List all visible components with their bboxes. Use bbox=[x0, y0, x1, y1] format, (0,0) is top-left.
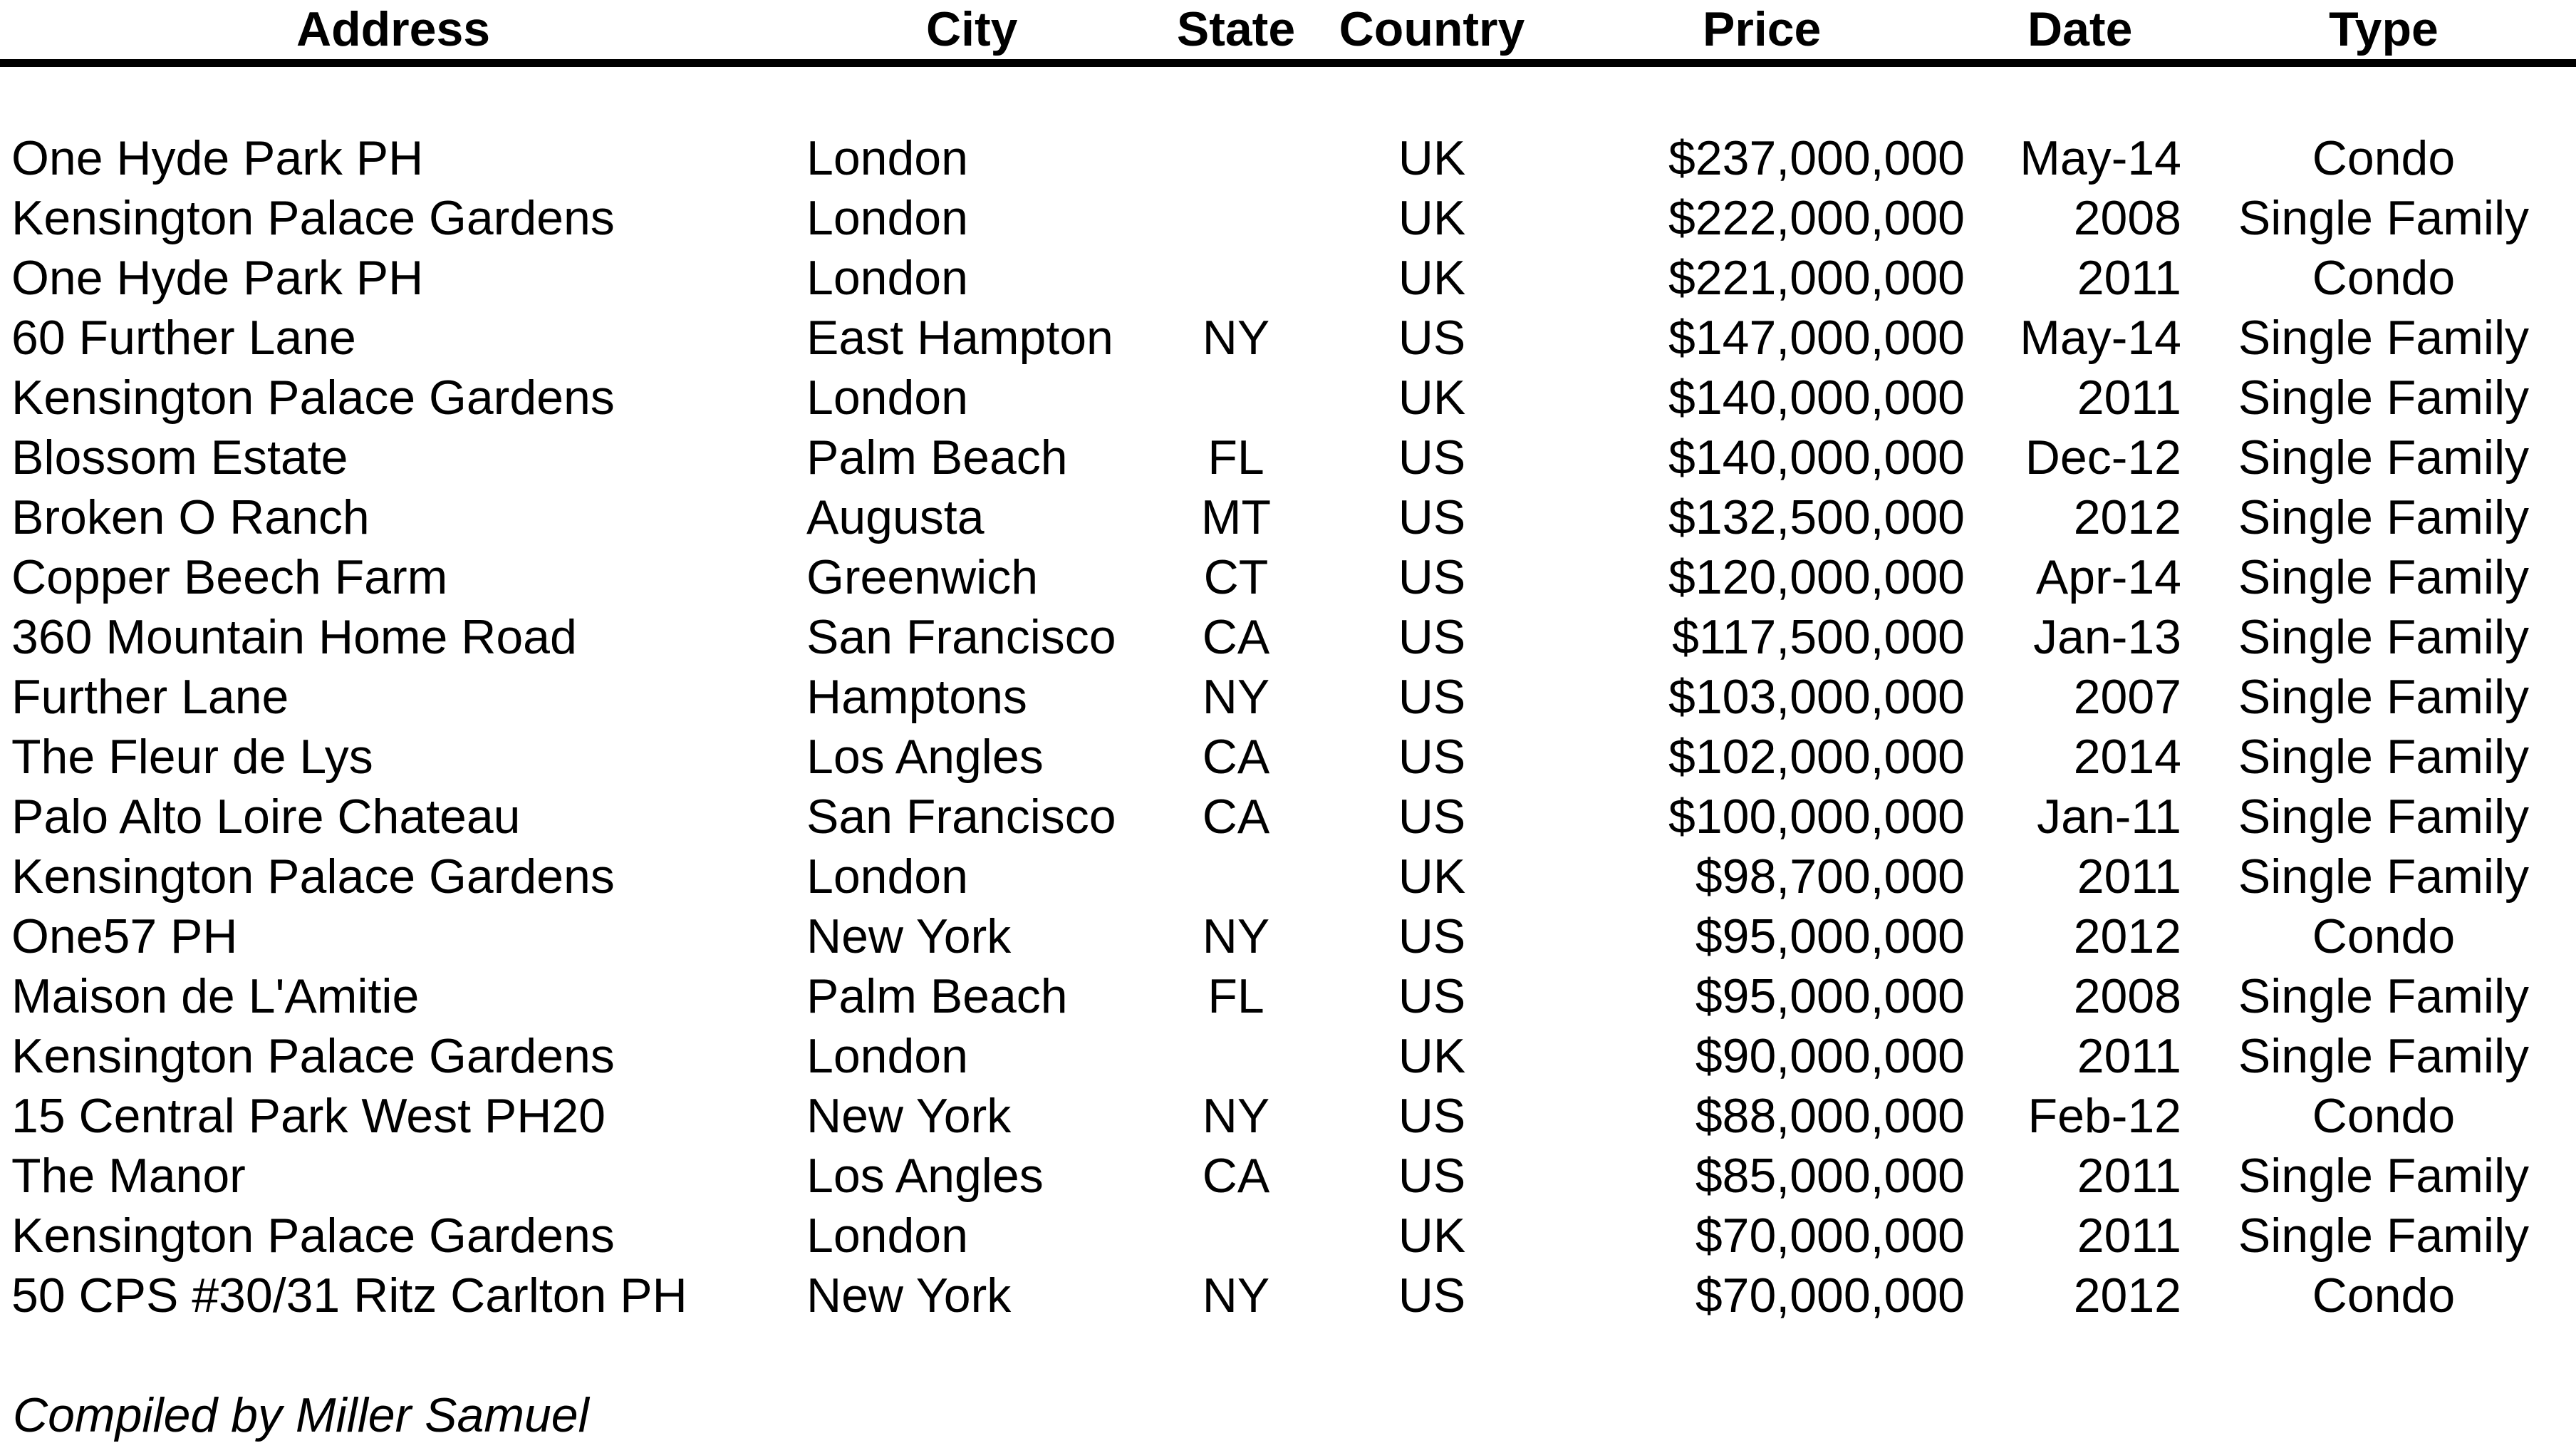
cell-type: Single Family bbox=[2238, 610, 2530, 664]
cell-city: San Francisco bbox=[806, 790, 1116, 844]
cell-type: Single Family bbox=[2238, 670, 2530, 724]
cell-state: CA bbox=[1202, 790, 1270, 844]
table-row bbox=[0, 128, 2576, 188]
cell-country: US bbox=[1398, 1089, 1466, 1143]
cell-state: NY bbox=[1202, 1089, 1270, 1143]
cell-state: CA bbox=[1202, 1149, 1270, 1203]
cell-country: UK bbox=[1398, 1209, 1466, 1263]
cell-price: $237,000,000 bbox=[1668, 131, 1965, 185]
cell-date: May-14 bbox=[2020, 131, 2181, 185]
cell-city: London bbox=[806, 131, 968, 185]
cell-country: UK bbox=[1398, 371, 1466, 425]
cell-date: 2011 bbox=[2077, 1029, 2181, 1083]
cell-country: US bbox=[1398, 969, 1466, 1023]
cell-date: 2011 bbox=[2077, 1149, 2181, 1203]
cell-country: US bbox=[1398, 550, 1466, 604]
table-header-row bbox=[0, 0, 2576, 58]
header-state: State bbox=[1176, 2, 1296, 56]
cell-country: UK bbox=[1398, 1029, 1466, 1083]
cell-address: 50 CPS #30/31 Ritz Carlton PH bbox=[11, 1268, 687, 1323]
cell-country: US bbox=[1398, 670, 1466, 724]
cell-type: Single Family bbox=[2238, 371, 2530, 425]
cell-state: NY bbox=[1202, 670, 1270, 724]
table-row bbox=[0, 966, 2576, 1026]
cell-price: $222,000,000 bbox=[1668, 191, 1965, 245]
cell-address: Broken O Ranch bbox=[11, 490, 370, 544]
cell-date: 2011 bbox=[2077, 1209, 2181, 1263]
cell-country: US bbox=[1398, 730, 1466, 784]
cell-city: Hamptons bbox=[806, 670, 1027, 724]
cell-city: East Hampton bbox=[806, 311, 1113, 365]
cell-city: New York bbox=[806, 1089, 1012, 1143]
cell-address: Maison de L'Amitie bbox=[11, 969, 420, 1023]
cell-price: $98,700,000 bbox=[1695, 849, 1965, 904]
cell-price: $95,000,000 bbox=[1695, 909, 1965, 963]
table-row bbox=[0, 1146, 2576, 1206]
cell-price: $88,000,000 bbox=[1695, 1089, 1965, 1143]
cell-state: NY bbox=[1202, 311, 1270, 365]
cell-price: $120,000,000 bbox=[1668, 550, 1965, 604]
cell-state: CA bbox=[1202, 730, 1270, 784]
cell-state bbox=[1161, 847, 1311, 906]
cell-price: $117,500,000 bbox=[1672, 610, 1965, 664]
cell-city: London bbox=[806, 251, 968, 305]
cell-address: Kensington Palace Gardens bbox=[11, 191, 615, 245]
cell-city: Palm Beach bbox=[806, 969, 1068, 1023]
table-row bbox=[0, 248, 2576, 308]
table-row bbox=[0, 667, 2576, 727]
cell-state bbox=[1161, 128, 1311, 188]
table-row bbox=[0, 1206, 2576, 1266]
cell-city: London bbox=[806, 371, 968, 425]
cell-address: Copper Beech Farm bbox=[11, 550, 448, 604]
table-row bbox=[0, 847, 2576, 906]
cell-price: $140,000,000 bbox=[1668, 371, 1965, 425]
cell-state: CT bbox=[1203, 550, 1269, 604]
cell-price: $221,000,000 bbox=[1668, 251, 1965, 305]
header-price: Price bbox=[1703, 2, 1822, 56]
cell-address: One Hyde Park PH bbox=[11, 131, 424, 185]
cell-date: 2014 bbox=[2073, 730, 2181, 784]
cell-city: London bbox=[806, 849, 968, 904]
cell-country: UK bbox=[1398, 251, 1466, 305]
cell-address: 15 Central Park West PH20 bbox=[11, 1089, 606, 1143]
cell-type: Single Family bbox=[2238, 1149, 2530, 1203]
cell-type: Condo bbox=[2312, 1089, 2456, 1143]
cell-city: Los Angles bbox=[806, 730, 1044, 784]
table-row bbox=[0, 787, 2576, 847]
header-country: Country bbox=[1339, 2, 1525, 56]
cell-state: FL bbox=[1208, 969, 1264, 1023]
cell-address: Kensington Palace Gardens bbox=[11, 1029, 615, 1083]
cell-country: US bbox=[1398, 490, 1466, 544]
cell-date: Apr-14 bbox=[2035, 550, 2181, 604]
cell-country: UK bbox=[1398, 131, 1466, 185]
cell-type: Single Family bbox=[2238, 430, 2530, 485]
cell-city: Los Angles bbox=[806, 1149, 1044, 1203]
cell-type: Condo bbox=[2312, 251, 2456, 305]
cell-date: Jan-13 bbox=[2033, 610, 2181, 664]
header-divider bbox=[0, 59, 2576, 67]
cell-date: 2012 bbox=[2073, 490, 2181, 544]
header-city: City bbox=[926, 2, 1018, 56]
cell-address: Palo Alto Loire Chateau bbox=[11, 790, 521, 844]
cell-city: New York bbox=[806, 1268, 1012, 1323]
cell-city: Greenwich bbox=[806, 550, 1039, 604]
cell-state: FL bbox=[1208, 430, 1264, 485]
cell-type: Single Family bbox=[2238, 550, 2530, 604]
cell-state bbox=[1161, 248, 1311, 308]
cell-state: NY bbox=[1202, 909, 1270, 963]
cell-type: Single Family bbox=[2238, 849, 2530, 904]
cell-address: Blossom Estate bbox=[11, 430, 348, 485]
cell-state: CA bbox=[1202, 610, 1270, 664]
cell-country: US bbox=[1398, 1268, 1466, 1323]
cell-address: The Manor bbox=[11, 1149, 246, 1203]
cell-country: UK bbox=[1398, 191, 1466, 245]
cell-city: New York bbox=[806, 909, 1012, 963]
cell-country: US bbox=[1398, 1149, 1466, 1203]
cell-city: London bbox=[806, 191, 968, 245]
cell-city: Augusta bbox=[806, 490, 985, 544]
table-body bbox=[0, 128, 2576, 1325]
cell-state: MT bbox=[1200, 490, 1272, 544]
cell-state bbox=[1161, 1026, 1311, 1086]
cell-date: Jan-11 bbox=[2037, 790, 2181, 844]
table-row bbox=[0, 1086, 2576, 1146]
cell-price: $103,000,000 bbox=[1668, 670, 1965, 724]
header-type: Type bbox=[2329, 2, 2439, 56]
cell-state: NY bbox=[1202, 1268, 1270, 1323]
cell-type: Single Family bbox=[2238, 969, 2530, 1023]
cell-type: Condo bbox=[2312, 909, 2456, 963]
cell-date: 2007 bbox=[2073, 670, 2181, 724]
cell-type: Condo bbox=[2312, 1268, 2456, 1323]
cell-type: Condo bbox=[2312, 131, 2456, 185]
cell-address: Kensington Palace Gardens bbox=[11, 1209, 615, 1263]
cell-type: Single Family bbox=[2238, 730, 2530, 784]
cell-type: Single Family bbox=[2238, 311, 2530, 365]
table-row bbox=[0, 906, 2576, 966]
table-row bbox=[0, 727, 2576, 787]
cell-city: London bbox=[806, 1029, 968, 1083]
cell-price: $95,000,000 bbox=[1695, 969, 1965, 1023]
cell-date: Feb-12 bbox=[2027, 1089, 2181, 1143]
cell-country: US bbox=[1398, 610, 1466, 664]
cell-address: Kensington Palace Gardens bbox=[11, 371, 615, 425]
cell-address: The Fleur de Lys bbox=[11, 730, 373, 784]
cell-city: Palm Beach bbox=[806, 430, 1068, 485]
cell-date: 2011 bbox=[2077, 251, 2181, 305]
cell-state bbox=[1161, 368, 1311, 428]
cell-address: One Hyde Park PH bbox=[11, 251, 424, 305]
source-footnote: Compiled by Miller Samuel bbox=[13, 1388, 589, 1442]
cell-country: US bbox=[1398, 790, 1466, 844]
cell-date: Dec-12 bbox=[2025, 430, 2181, 485]
cell-country: US bbox=[1398, 311, 1466, 365]
cell-price: $147,000,000 bbox=[1668, 311, 1965, 365]
cell-city: San Francisco bbox=[806, 610, 1116, 664]
cell-type: Single Family bbox=[2238, 191, 2530, 245]
cell-state bbox=[1161, 188, 1311, 248]
cell-price: $100,000,000 bbox=[1668, 790, 1965, 844]
cell-country: US bbox=[1398, 430, 1466, 485]
cell-date: 2012 bbox=[2073, 909, 2181, 963]
cell-city: London bbox=[806, 1209, 968, 1263]
cell-address: One57 PH bbox=[11, 909, 238, 963]
cell-date: 2011 bbox=[2077, 849, 2181, 904]
cell-date: 2012 bbox=[2073, 1268, 2181, 1323]
table-row bbox=[0, 428, 2576, 487]
table-row bbox=[0, 607, 2576, 667]
table-row bbox=[0, 368, 2576, 428]
cell-address: 360 Mountain Home Road bbox=[11, 610, 577, 664]
cell-address: Kensington Palace Gardens bbox=[11, 849, 615, 904]
table-row bbox=[0, 487, 2576, 547]
cell-type: Single Family bbox=[2238, 790, 2530, 844]
cell-price: $140,000,000 bbox=[1668, 430, 1965, 485]
cell-price: $70,000,000 bbox=[1695, 1209, 1965, 1263]
cell-state bbox=[1161, 1206, 1311, 1266]
table-row bbox=[0, 1026, 2576, 1086]
cell-address: 60 Further Lane bbox=[11, 311, 356, 365]
table-row bbox=[0, 547, 2576, 607]
cell-address: Further Lane bbox=[11, 670, 289, 724]
cell-country: US bbox=[1398, 909, 1466, 963]
table-row bbox=[0, 1266, 2576, 1325]
header-date: Date bbox=[2027, 2, 2133, 56]
table-row bbox=[0, 188, 2576, 248]
cell-date: 2008 bbox=[2073, 191, 2181, 245]
cell-type: Single Family bbox=[2238, 1029, 2530, 1083]
cell-price: $90,000,000 bbox=[1695, 1029, 1965, 1083]
cell-price: $85,000,000 bbox=[1695, 1149, 1965, 1203]
cell-country: UK bbox=[1398, 849, 1466, 904]
cell-type: Single Family bbox=[2238, 1209, 2530, 1263]
cell-price: $132,500,000 bbox=[1668, 490, 1965, 544]
cell-price: $102,000,000 bbox=[1668, 730, 1965, 784]
header-address: Address bbox=[296, 2, 491, 56]
cell-type: Single Family bbox=[2238, 490, 2530, 544]
table-row bbox=[0, 308, 2576, 368]
cell-date: 2008 bbox=[2073, 969, 2181, 1023]
cell-date: 2011 bbox=[2077, 371, 2181, 425]
cell-date: May-14 bbox=[2020, 311, 2181, 365]
cell-price: $70,000,000 bbox=[1695, 1268, 1965, 1323]
